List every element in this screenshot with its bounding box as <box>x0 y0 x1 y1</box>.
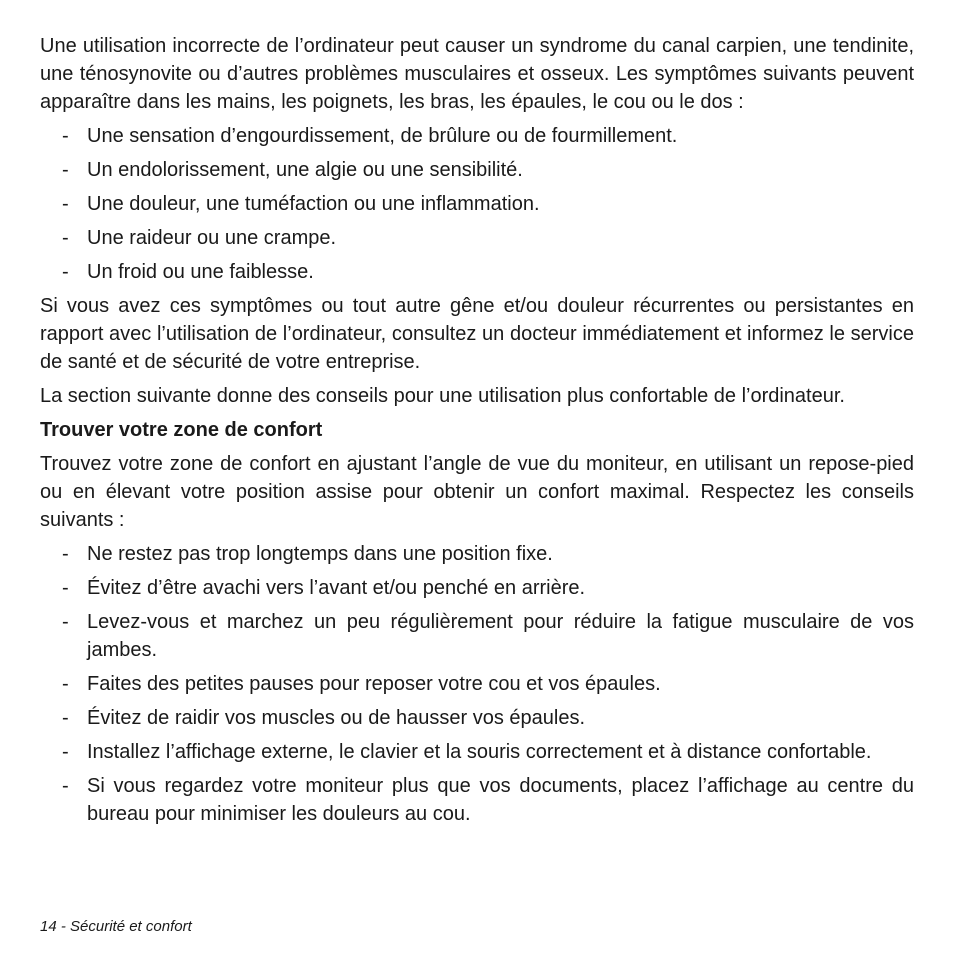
list-item <box>40 772 914 828</box>
list-item <box>40 540 914 568</box>
list-item-text: Un froid ou une faiblesse. <box>87 261 314 283</box>
list-item <box>40 738 914 766</box>
bullet-dash: - <box>62 543 69 565</box>
list-item <box>40 190 914 218</box>
list-item-text: Installez l’affichage externe, le clavier et la souris correctement et à distance confortable. <box>87 741 872 763</box>
list-item <box>40 156 914 184</box>
tips-list <box>40 540 914 828</box>
bullet-dash: - <box>62 125 69 147</box>
list-item-text: Évitez d’être avachi vers l’avant et/ou penché en arrière. <box>87 577 586 599</box>
section-heading: Trouver votre zone de confort <box>40 419 323 441</box>
list-item-text: Faites des petites pauses pour reposer votre cou et vos épaules. <box>87 673 661 695</box>
list-item <box>40 122 914 150</box>
bullet-dash: - <box>62 673 69 695</box>
bullet-dash: - <box>62 741 69 763</box>
list-item-text: Une sensation d’engourdissement, de brûlure ou de fourmillement. <box>87 125 678 147</box>
comfort-paragraph: Trouvez votre zone de confort en ajustant l’angle de vue du moniteur, en utilisant un repose-pied ou en élevant votre position assise pour obtenir un confort maximal. Respectez les conseils suivants : <box>40 453 914 531</box>
list-item <box>40 224 914 252</box>
intro-paragraph: Une utilisation incorrecte de l’ordinateur peut causer un syndrome du canal carpien, une tendinite, une ténosynovite ou d’autres problèmes musculaires et osseux. Les symptômes suivants peuvent apparaître dans les mains, les poignets, les bras, les épaules, le cou ou le dos : <box>40 35 914 113</box>
list-item-text: Un endolorissement, une algie ou une sensibilité. <box>87 159 523 181</box>
list-item-text: Ne restez pas trop longtemps dans une position fixe. <box>87 543 553 565</box>
next-section-paragraph: La section suivante donne des conseils pour une utilisation plus confortable de l’ordinateur. <box>40 385 845 407</box>
bullet-dash: - <box>62 261 69 283</box>
document-page <box>40 32 914 834</box>
list-item-text: Évitez de raidir vos muscles ou de hausser vos épaules. <box>87 707 586 729</box>
bullet-dash: - <box>62 227 69 249</box>
bullet-dash: - <box>62 193 69 215</box>
bullet-dash: - <box>62 707 69 729</box>
list-item <box>40 258 914 286</box>
bullet-dash: - <box>62 159 69 181</box>
list-item-text: Levez-vous et marchez un peu régulièrement pour réduire la fatigue musculaire de vos jambes. <box>87 611 914 661</box>
bullet-dash: - <box>62 611 69 633</box>
list-item <box>40 574 914 602</box>
bullet-dash: - <box>62 577 69 599</box>
list-item-text: Une douleur, une tuméfaction ou une inflammation. <box>87 193 540 215</box>
bullet-dash: - <box>62 775 69 797</box>
page-footer: 14 - Sécurité et confort <box>40 918 192 935</box>
list-item <box>40 608 914 664</box>
list-item <box>40 670 914 698</box>
symptoms-list <box>40 122 914 286</box>
list-item-text: Une raideur ou une crampe. <box>87 227 337 249</box>
list-item <box>40 704 914 732</box>
advice-paragraph: Si vous avez ces symptômes ou tout autre gêne et/ou douleur récurrentes ou persistantes en rapport avec l’utilisation de l’ordinateur, consultez un docteur immédiatement et informez le service de santé et de sécurité de votre entreprise. <box>40 295 914 373</box>
list-item-text: Si vous regardez votre moniteur plus que vos documents, placez l’affichage au centre du bureau pour minimiser les douleurs au cou. <box>87 775 914 825</box>
